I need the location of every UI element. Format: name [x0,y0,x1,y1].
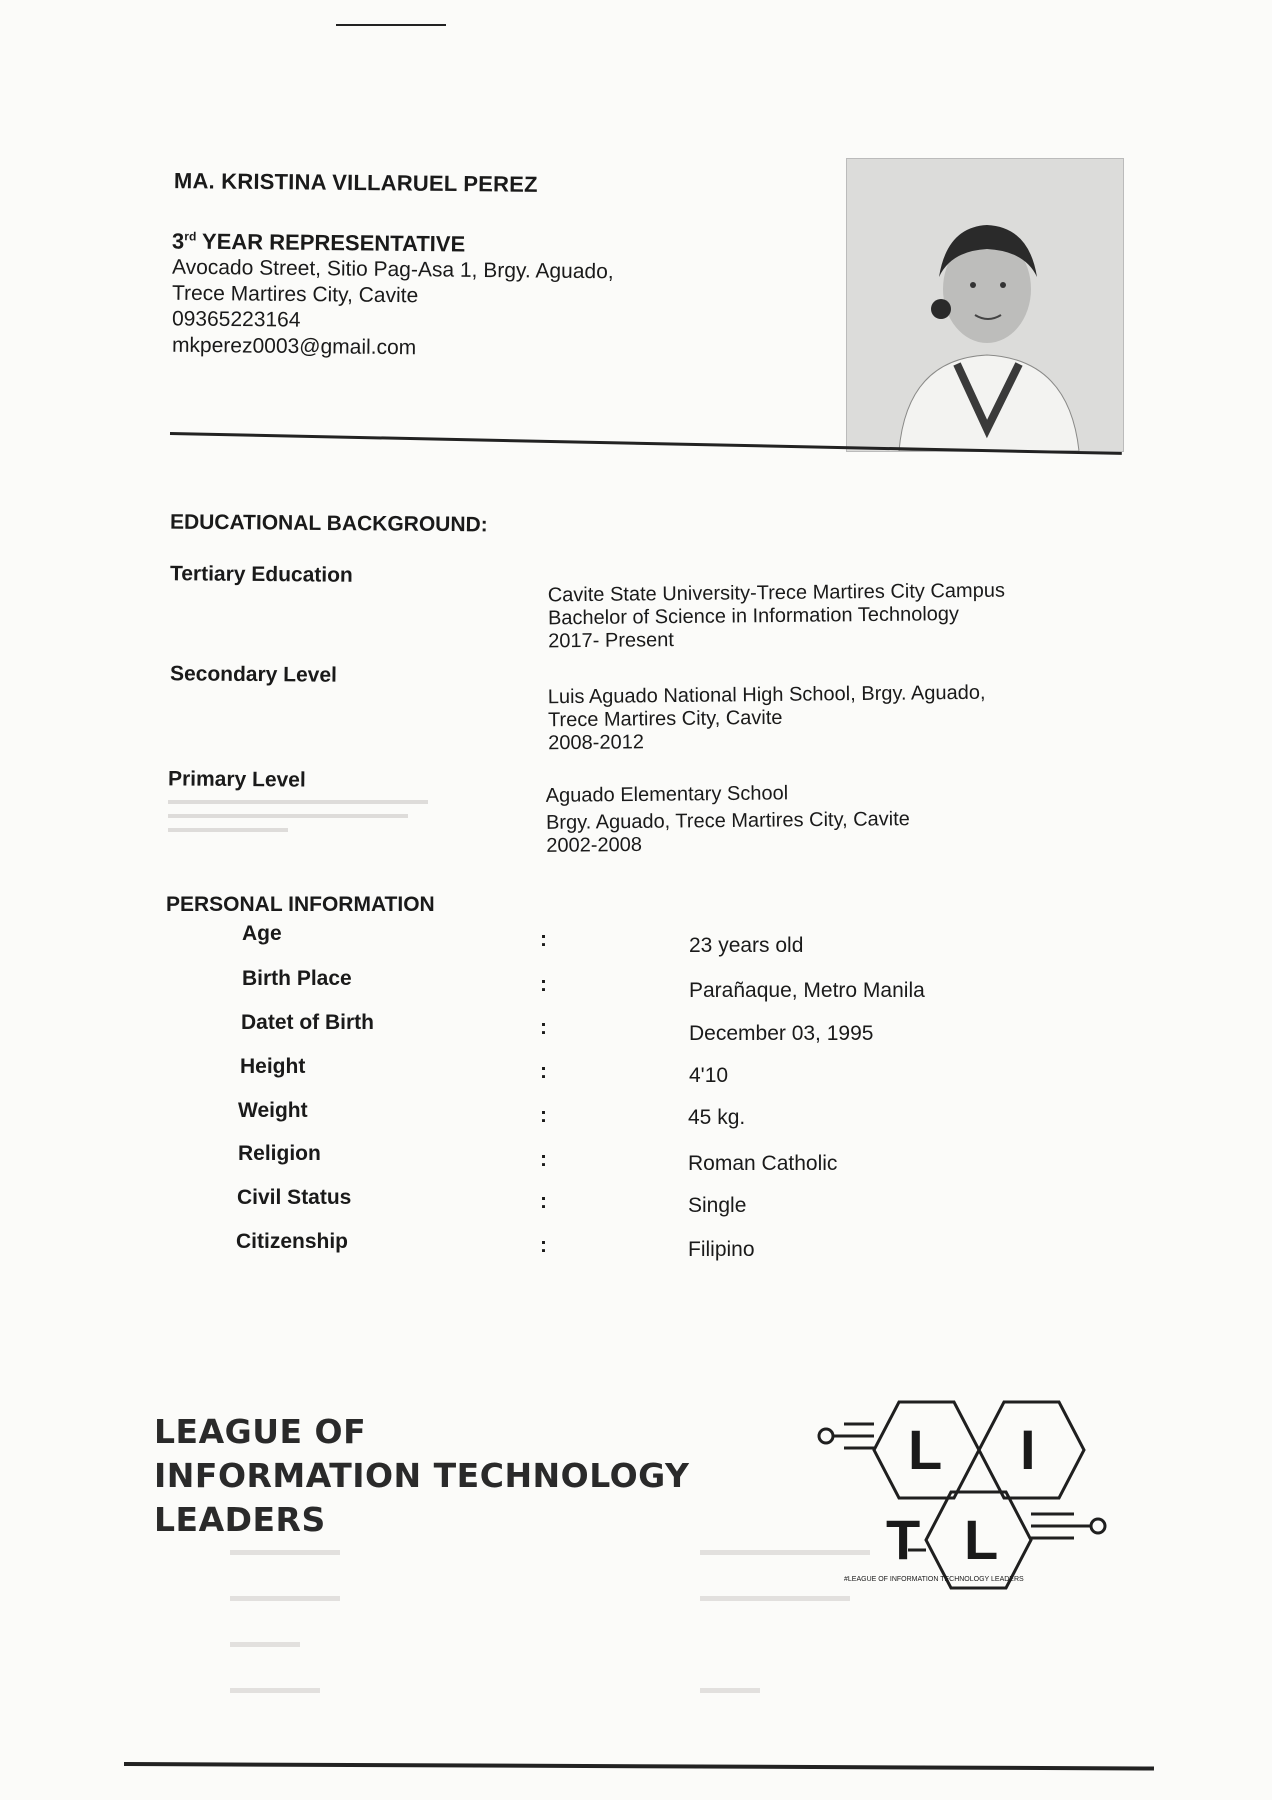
pi-colon: : [540,1104,547,1127]
pi-colon: : [540,1016,547,1039]
pi-label-height: Height [240,1055,306,1078]
education-label-tertiary: Tertiary Education [169,562,353,587]
education-tertiary-details [548,580,1006,654]
tertiary-degree: Bachelor of Science in Information Technology [547,603,960,630]
address-line-1: Avocado Street, Sitio Pag-Asa 1, Brgy. Aguado, [171,255,614,284]
secondary-address: Trece Martires City, Cavite [547,706,783,732]
bleed-through-bottom [220,1540,920,1730]
top-scratch-line [336,24,446,26]
education-primary-details [546,781,911,858]
pi-label-weight: Weight [238,1099,308,1122]
secondary-school: Luis Aguado National High School, Brgy. Aguado, [547,681,986,709]
logo-letter-i: I [1020,1418,1036,1481]
tertiary-years: 2017- Present [548,629,674,653]
education-label-secondary: Secondary Level [169,662,338,687]
primary-years: 2002-2008 [546,833,643,857]
tertiary-school: Cavite State University-Trece Martires City Campus [547,579,1006,607]
pi-label-age: Age [242,922,282,945]
position-title: 3rd YEAR REPRESENTATIVE [171,228,466,257]
pi-value-citizenship: Filipino [688,1238,755,1261]
pi-colon: : [540,928,547,951]
email-address: mkperez0003@gmail.com [171,333,417,360]
organization-name-line-2: INFORMATION TECHNOLOGY [154,1456,690,1495]
pi-label-birth-place: Birth Place [242,967,352,990]
primary-school: Aguado Elementary School [545,782,789,807]
bottom-edge-line [124,1762,1154,1770]
pi-value-birth-place: Parañaque, Metro Manila [689,979,925,1002]
pi-colon: : [540,1060,547,1083]
applicant-photo [846,158,1124,452]
pi-label-civil-status: Civil Status [237,1186,352,1209]
logo-letter-l-bottom: L [964,1508,999,1571]
pi-value-date-of-birth: December 03, 1995 [689,1022,874,1045]
pi-label-citizenship: Citizenship [236,1230,349,1253]
pi-colon: : [540,973,547,996]
education-secondary-details [548,682,986,756]
pi-label-religion: Religion [238,1142,321,1165]
logo-letter-l-top: L [908,1418,943,1481]
pi-label-date-of-birth: Datet of Birth [241,1011,374,1034]
applicant-name: MA. KRISTINA VILLARUEL PEREZ [173,168,538,197]
logo-letter-t: T [886,1508,921,1571]
pi-value-age: 23 years old [689,934,804,957]
organization-name-line-1: LEAGUE OF [154,1412,367,1451]
primary-address: Brgy. Aguado, Trece Martires City, Cavite [545,808,910,834]
education-section-title: EDUCATIONAL BACKGROUND: [169,510,488,537]
organization-name [154,1410,689,1542]
pi-value-weight: 45 kg. [688,1106,746,1129]
logo-caption: #LEAGUE OF INFORMATION TECHNOLOGY LEADERS [844,1576,1024,1583]
phone-number: 09365223164 [171,307,301,332]
pi-colon: : [540,1190,547,1213]
pi-colon: : [540,1148,547,1171]
pi-value-civil-status: Single [688,1194,747,1217]
pi-value-height: 4'10 [689,1064,729,1087]
person-photo-icon [847,159,1123,451]
secondary-years: 2008-2012 [548,731,645,755]
education-label-primary: Primary Level [167,767,306,792]
bleed-through-marks [168,790,468,870]
pi-colon: : [540,1234,547,1257]
pi-value-religion: Roman Catholic [688,1152,838,1175]
address-line-2: Trece Martires City, Cavite [171,281,419,308]
organization-name-line-3: LEADERS [154,1500,326,1539]
personal-section-title: PERSONAL INFORMATION [166,893,435,916]
